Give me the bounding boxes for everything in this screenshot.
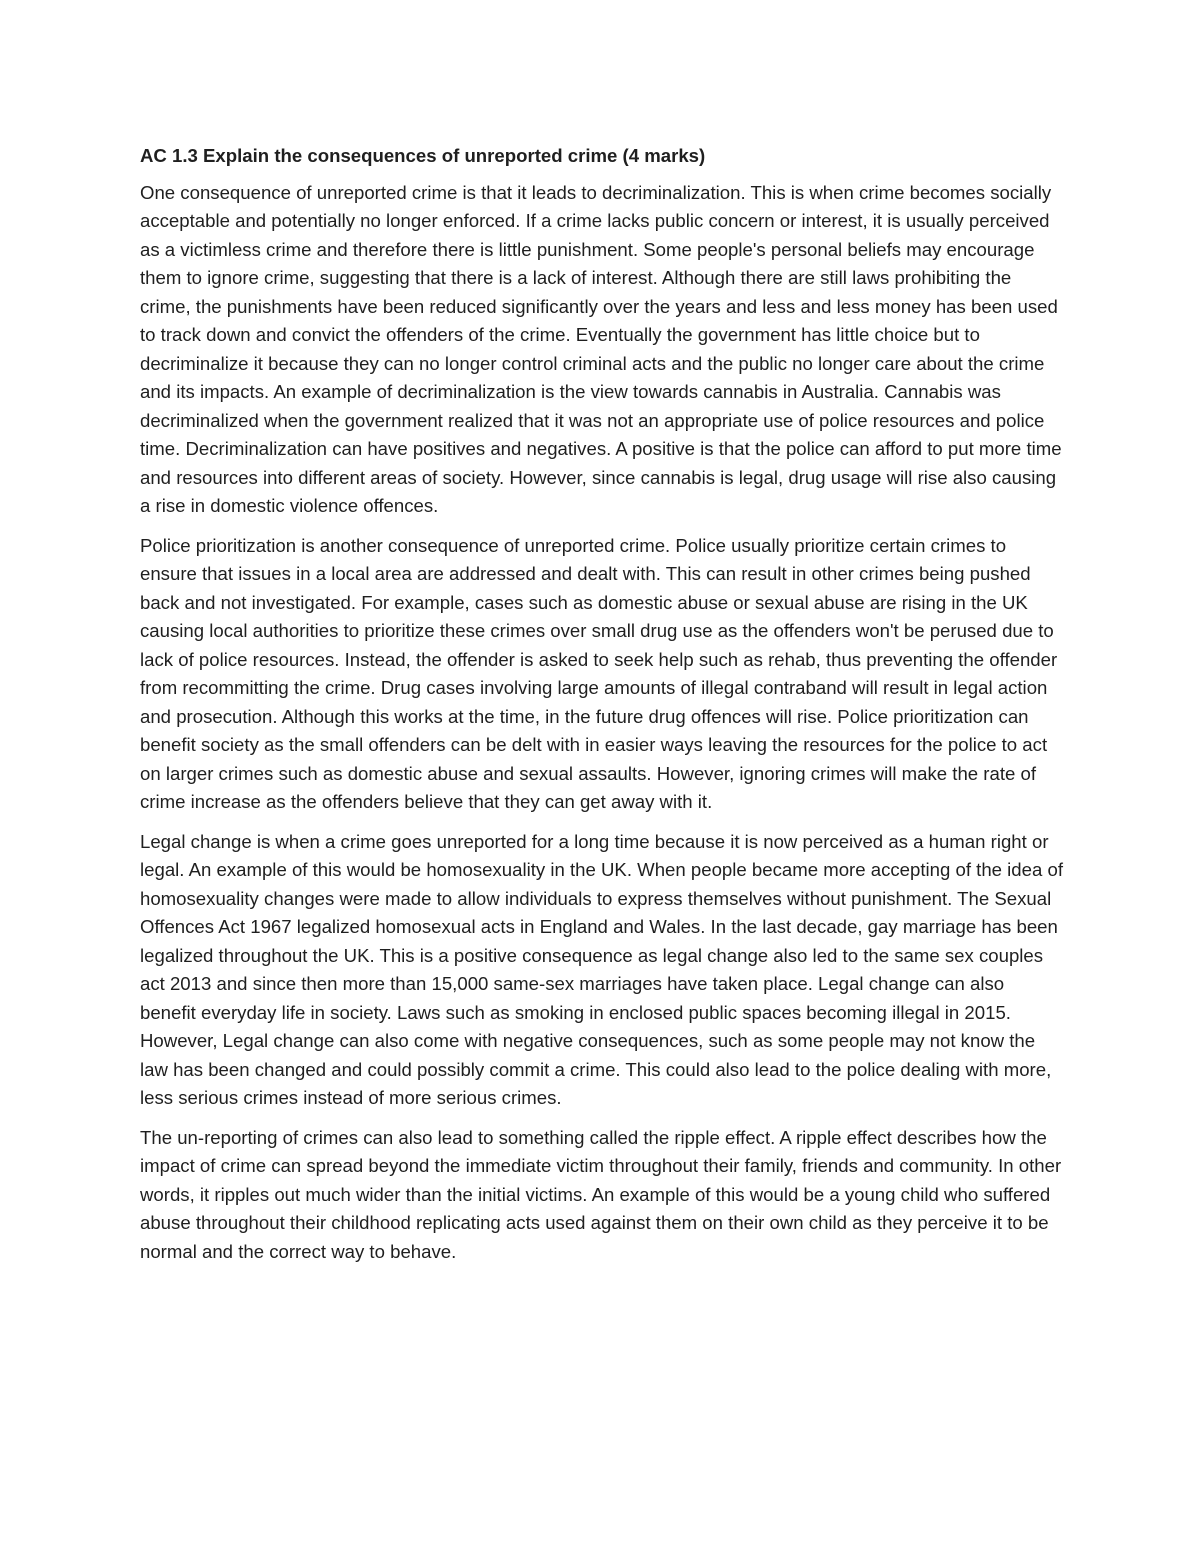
paragraph-ripple-effect: The un-reporting of crimes can also lead to something called the ripple effect. A ripple effect describes how the impact of crime can spread beyond the immediate victim throughout their family, friends and community. In other words, it ripples out much wider than the initial victims. An example of this would be a young child who suffered abuse throughout their childhood replicating acts used against them on their own child as they perceive it to be normal and the correct way to behave. [140, 1126, 1062, 1262]
paragraph-police-prioritization: Police prioritization is another consequence of unreported crime. Police usually prioritize certain crimes to ensure that issues in a local area are addressed and dealt with. This can result in other crimes being pushed back and not investigated. For example, cases such as domestic abuse or sexual abuse are rising in the UK causing local authorities to prioritize these crimes over small drug use as the offenders won't be perused due to lack of police resources. Instead, the offender is asked to seek help such as rehab, thus preventing the offender from recommitting the crime. Drug cases involving large amounts of illegal contraband will result in legal action and prosecution. Although this works at the time, in the future drug offences will rise. Police prioritization can benefit society as the small offenders can be delt with in easier ways leaving the resources for the police to act on larger crimes such as domestic abuse and sexual assaults. However, ignoring crimes will make the rate of crime increase as the offenders believe that they can get away with it. [140, 534, 1058, 812]
paragraph-legal-change: Legal change is when a crime goes unreported for a long time because it is now perceived as a human right or legal. An example of this would be homosexuality in the UK. When people became more accepting of the idea of homosexuality changes were made to allow individuals to express themselves without punishment. The Sexual Offences Act 1967 legalized homosexual acts in England and Wales. In the last decade, gay marriage has been legalized throughout the UK. This is a positive consequence as legal change also led to the same sex couples act 2013 and since then more than 15,000 same-sex marriages have taken place. Legal change can also benefit everyday life in society. Laws such as smoking in enclosed public spaces becoming illegal in 2015. However, Legal change can also come with negative consequences, such as some people may not know the law has been changed and could possibly commit a crime. This could also lead to the police dealing with more, less serious crimes instead of more serious crimes. [140, 830, 1064, 1108]
document-title: AC 1.3 Explain the consequences of unreported crime (4 marks) [140, 145, 706, 166]
document-body [140, 142, 1064, 1277]
paragraph-decriminalization: One consequence of unreported crime is that it leads to decriminalization. This is when crime becomes socially acceptable and potentially no longer enforced. If a crime lacks public concern or interest, it is usually perceived as a victimless crime and therefore there is little punishment. Some people's personal beliefs may encourage them to ignore crime, suggesting that there is a lack of interest. Although there are still laws prohibiting the crime, the punishments have been reduced significantly over the years and less and less money has been used to track down and convict the offenders of the crime. Eventually the government has little choice but to decriminalize it because they can no longer control criminal acts and the public no longer care about the crime and its impacts. An example of decriminalization is the view towards cannabis in Australia. Cannabis was decriminalized when the government realized that it was not an appropriate use of police resources and police time. Decriminalization can have positives and negatives. A positive is that the police can afford to put more time and resources into different areas of society. However, since cannabis is legal, drug usage will rise also causing a rise in domestic violence offences. [140, 181, 1062, 516]
